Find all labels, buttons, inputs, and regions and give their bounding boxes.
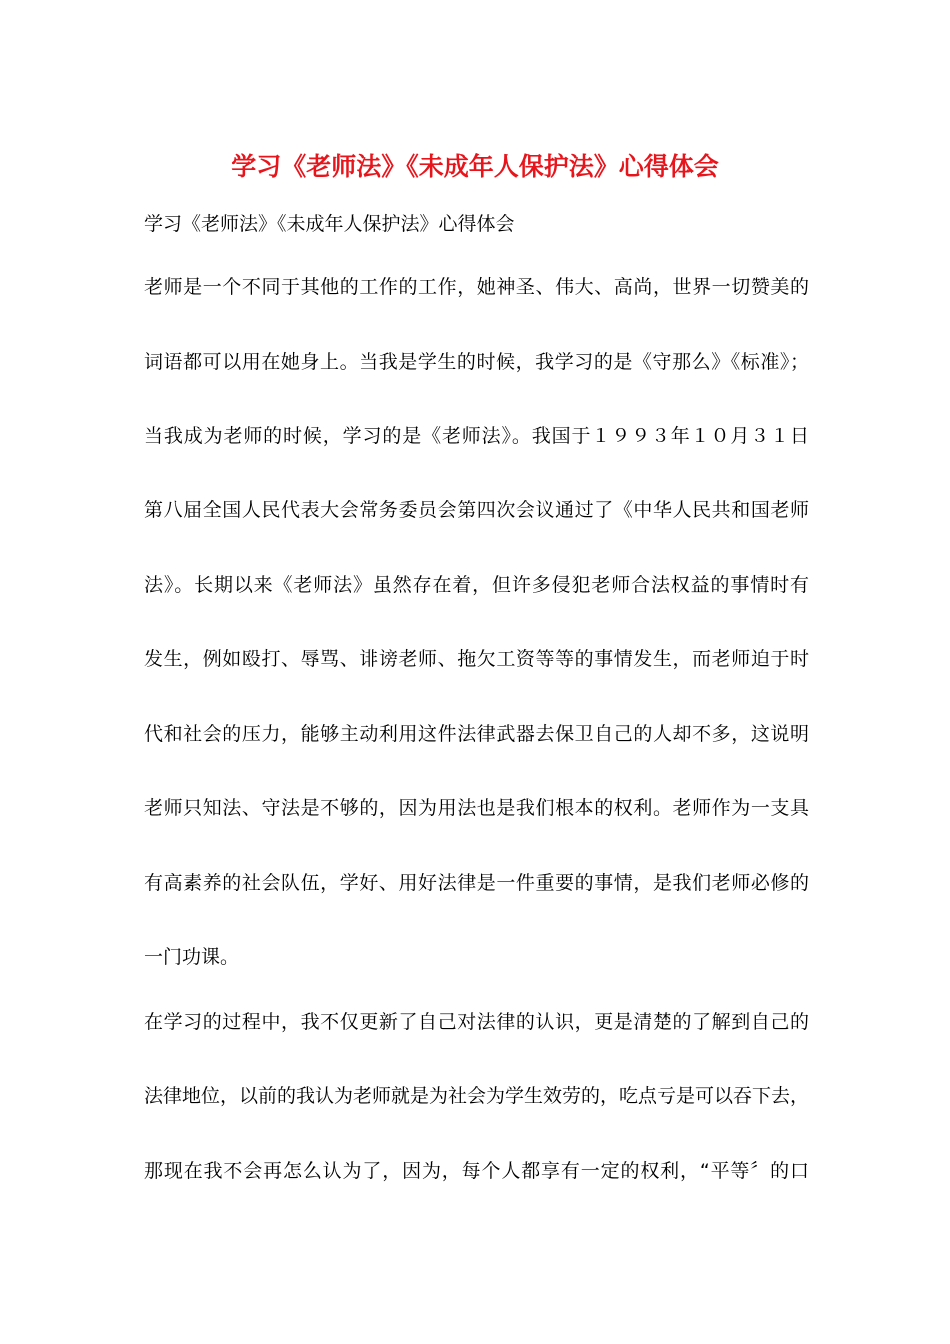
paragraph-line: 有高素养的社会队伍，学好、用好法律是一件重要的事情，是我们老师必修的 [144, 872, 809, 894]
document-subtitle: 学习《老师法》《未成年人保护法》心得体会 [144, 213, 515, 235]
document-title: 学习《老师法》《未成年人保护法》心得体会 [231, 152, 719, 181]
paragraph-line: 法》。长期以来《老师法》虽然存在着，但许多侵犯老师合法权益的事情时有 [144, 574, 809, 596]
paragraph-line: 一门功课。 [144, 946, 240, 968]
paragraph-line: 那现在我不会再怎么认为了，因为，每个人都享有一定的权利，“平等〞的口 [144, 1160, 809, 1182]
paragraph-line: 在学习的过程中，我不仅更新了自己对法律的认识，更是清楚的了解到自己的 [144, 1011, 809, 1033]
paragraph-line: 法律地位，以前的我认为老师就是为社会为学生效劳的，吃点亏是可以吞下去， [144, 1085, 809, 1107]
paragraph-line: 老师是一个不同于其他的工作的工作，她神圣、伟大、高尚，世界一切赞美的 [144, 276, 809, 298]
paragraph-line: 老师只知法、守法是不够的，因为用法也是我们根本的权利。老师作为一支具 [144, 797, 809, 819]
paragraph-line: 当我成为老师的时候，学习的是《老师法》。我国于１９９３年１０月３１日 [144, 425, 809, 447]
paragraph-line: 代和社会的压力，能够主动利用这件法律武器去保卫自己的人却不多，这说明 [144, 723, 809, 745]
paragraph-line: 第八届全国人民代表大会常务委员会第四次会议通过了《中华人民共和国老师 [144, 499, 809, 521]
paragraph-line: 发生，例如殴打、辱骂、诽谤老师、拖欠工资等等的事情发生，而老师迫于时 [144, 648, 809, 670]
paragraph-line: 词语都可以用在她身上。当我是学生的时候，我学习的是《守那么》《标准》； [144, 351, 809, 373]
